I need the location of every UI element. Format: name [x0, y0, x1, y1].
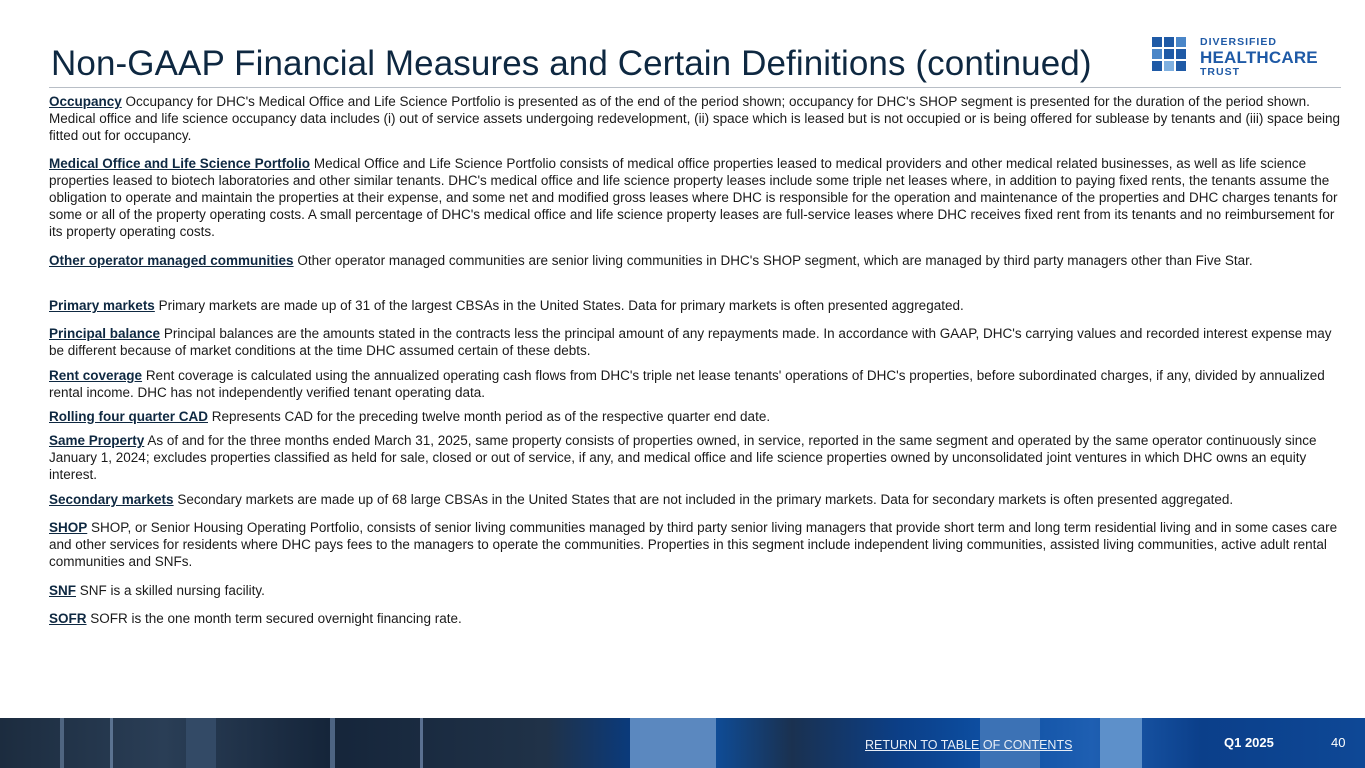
- definition-term: SHOP: [49, 520, 88, 535]
- definition-text: Primary markets are made up of 31 of the largest CBSAs in the United States. Data for primary markets is often presented aggregated.: [158, 298, 964, 313]
- definition-text: Represents CAD for the preceding twelve month period as of the respective quarter end date.: [211, 409, 771, 424]
- definition-primary-markets: [49, 297, 1342, 314]
- return-to-toc-link[interactable]: RETURN TO TABLE OF CONTENTS: [865, 738, 1073, 752]
- definition-rent-coverage: [49, 367, 1342, 401]
- page-title: Non-GAAP Financial Measures and Certain Definitions (continued): [51, 44, 1092, 83]
- definition-term: Principal balance: [49, 326, 161, 341]
- company-logo: [1152, 37, 1327, 77]
- footer-quarter-label: Q1 2025: [1224, 735, 1274, 750]
- definition-term: Medical Office and Life Science Portfolio: [49, 156, 311, 171]
- definition-term: Primary markets: [49, 298, 155, 313]
- definition-principal-balance: [49, 325, 1342, 359]
- definition-term: SNF: [49, 583, 76, 598]
- definition-rolling-cad: [49, 408, 1342, 425]
- definition-text: Secondary markets are made up of 68 large CBSAs in the United States that are not included in the primary markets. Data for secondary markets is often presented aggregated.: [177, 492, 1234, 507]
- definition-text: Occupancy for DHC's Medical Office and Life Science Portfolio is presented as of the end of the period shown; occupancy for DHC's SHOP segment is presented for the duration of the period shown. Medical office and life science occupancy data includes (i) out of service assets undergoing redevelopment, (ii) space which is leased but is not occupied or is being offered for sublease by tenants and (iii) space being fitted out for occupancy.: [49, 94, 1340, 143]
- definition-text: Rent coverage is calculated using the annualized operating cash flows from DHC's triple net lease tenants' operations of DHC's properties, before subordinated charges, if any, divided by annualized rental income. DHC has not independently verified tenant operating data.: [49, 368, 1325, 400]
- definition-text: Other operator managed communities are senior living communities in DHC's SHOP segment, which are managed by third party managers other than Five Star.: [297, 253, 1253, 268]
- logo-line-1: DIVERSIFIED: [1200, 36, 1277, 48]
- logo-grid-icon: [1152, 37, 1190, 74]
- definition-same-property: [49, 432, 1342, 483]
- definition-other-operator: [49, 252, 1342, 269]
- page-number: 40: [1331, 735, 1346, 750]
- definition-text: SNF is a skilled nursing facility.: [79, 583, 265, 598]
- definition-medical-office: [49, 155, 1342, 240]
- definition-occupancy: [49, 93, 1342, 144]
- logo-line-3: TRUST: [1200, 65, 1240, 78]
- definition-text: Principal balances are the amounts stated in the contracts less the principal amount of any repayments made. In accordance with GAAP, DHC's carrying values and recorded interest expense may be different because of market conditions at the time DHC assumed certain of these debts.: [49, 326, 1332, 358]
- definition-term: Occupancy: [49, 94, 122, 109]
- definition-term: SOFR: [49, 611, 87, 626]
- definition-secondary-markets: [49, 491, 1342, 508]
- logo-line-2: HEALTHCARE: [1200, 47, 1318, 67]
- definition-text: SOFR is the one month term secured overnight financing rate.: [90, 611, 462, 626]
- definition-term: Secondary markets: [49, 492, 174, 507]
- definition-term: Rolling four quarter CAD: [49, 409, 208, 424]
- definition-text: Medical Office and Life Science Portfolio consists of medical office properties leased to medical providers and other medical related businesses, as well as life science properties leased to biotech laboratories and other similar tenants. DHC's medical office and life science property leases include some triple net leases where, in addition to paying fixed rents, the tenants assume the obligation to operate and maintain the properties at their expense, and some net and modified gross leases where DHC is responsible for the operation and maintenance of the properties and DHC charges tenants for some or all of the property operating costs. A small percentage of DHC's medical office and life science property leases are full-service leases where DHC receives fixed rent from its tenants and no reimbursement for its property operating costs.: [49, 156, 1338, 239]
- title-divider: [49, 87, 1341, 88]
- logo-wordmark: [1200, 37, 1318, 77]
- definition-text: SHOP, or Senior Housing Operating Portfolio, consists of senior living communities managed by third party senior living managers that provide short term and long term residential living and in some cases care and other services for residents where DHC pays fees to the managers to operate the communities. Properties in this segment include independent living communities, assisted living communities, active adult rental communities and SNFs.: [49, 520, 1338, 569]
- definition-sofr: [49, 610, 1342, 627]
- footer-banner: [0, 718, 1365, 768]
- definition-text: As of and for the three months ended March 31, 2025, same property consists of properties owned, in service, reported in the same segment and operated by the same operator continuously since January 1, 2024; excludes properties classified as held for sale, closed or out of service, if any, and medical office and life science properties owned by unconsolidated joint ventures in which DHC owns an equity interest.: [49, 433, 1317, 482]
- definition-term: Rent coverage: [49, 368, 143, 383]
- definition-term: Same Property: [49, 433, 145, 448]
- definition-snf: [49, 582, 1342, 599]
- definition-shop: [49, 519, 1342, 570]
- definition-term: Other operator managed communities: [49, 253, 294, 268]
